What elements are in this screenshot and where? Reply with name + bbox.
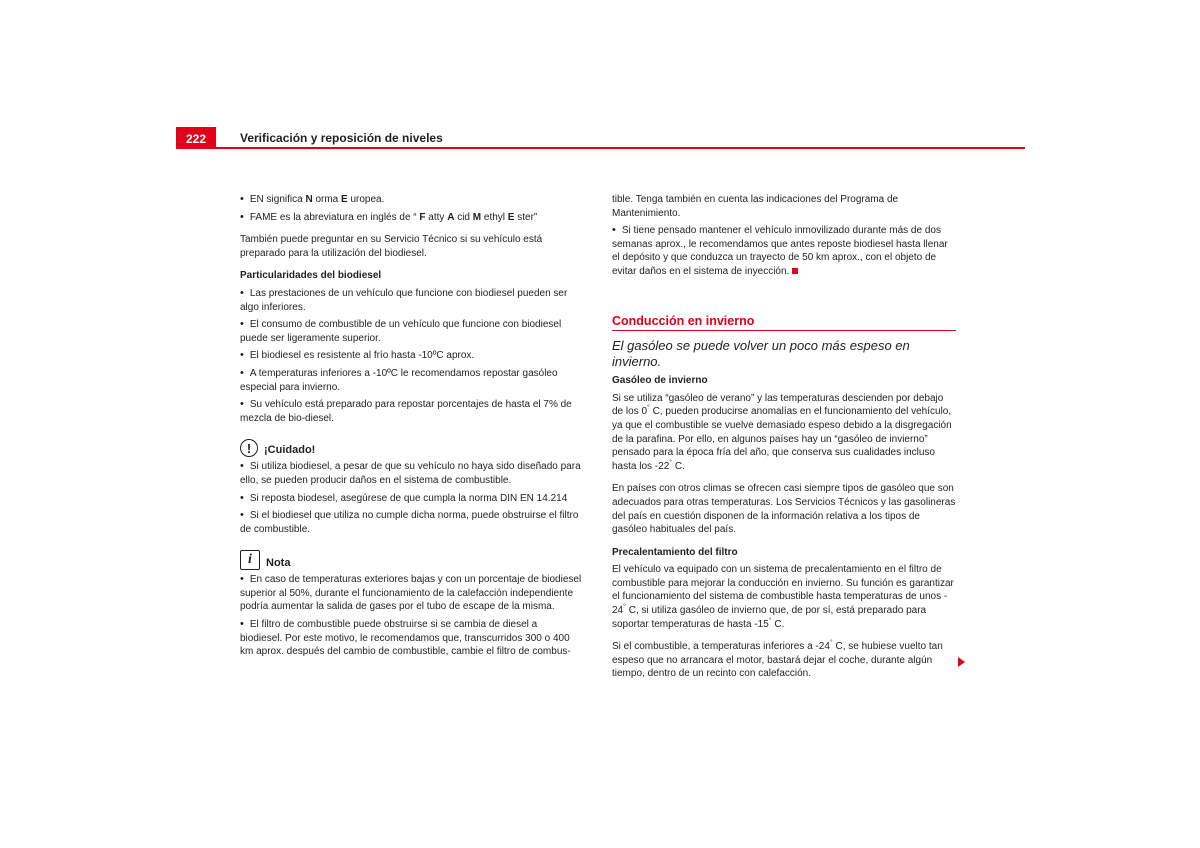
list-item: • Si reposta biodesel, asegúrese de que cumpla la norma DIN EN 14.214 bbox=[240, 491, 568, 504]
page-header-title: Verificación y reposición de niveles bbox=[240, 131, 443, 145]
list-item: • En caso de temperaturas exteriores bajas y con un porcentaje de biodiesel superior al 50%, durante el funcionamiento de la calefacción independiente podría aumentar la salida de gases por el tubo de escape de la misma. bbox=[240, 573, 582, 613]
info-icon: i bbox=[240, 550, 260, 570]
bullet-icon: • bbox=[240, 318, 244, 331]
bullet-icon: • bbox=[240, 193, 244, 205]
red-square-icon bbox=[792, 268, 798, 274]
paragraph-climas: En países con otros climas se ofrecen casi siempre tipos de gasóleo que son adecuados para otras temperaturas. Los Servicios Técnicos y las gasolineras del país en cuestión disponen de la información relativa a los tipos de gasóleo habituales del país. bbox=[612, 483, 956, 536]
paragraph-service: También puede preguntar en su Servicio Técnico si su vehículo está preparado para la utilización del biodiesel. bbox=[240, 234, 543, 259]
header-rule bbox=[216, 147, 1025, 149]
bullet-icon: • bbox=[240, 366, 244, 379]
warning-icon: ! bbox=[240, 439, 258, 457]
bullet-icon: • bbox=[240, 349, 244, 362]
list-item: • Si utiliza biodiesel, a pesar de que su vehículo no haya sido diseñado para ello, se pueden producir daños en el sistema de combustible. bbox=[240, 460, 581, 486]
list-item: • Su vehículo está preparado para repostar porcentajes de hasta el 7% de mezcla de bio-diesel. bbox=[240, 398, 572, 424]
bullet-icon: • bbox=[240, 618, 244, 631]
bullet-en: • EN significa N orma E uropea. bbox=[240, 193, 385, 205]
bullet-icon: • bbox=[240, 460, 244, 473]
right-column bbox=[612, 193, 956, 690]
paragraph-precalentamiento: El vehículo va equipado con un sistema de precalentamiento en el filtro de combustible para mejorar la conducción en invierno. Su función es garantizar el funcionamiento del sistema de combustible hasta temperaturas de unos - 24° C, si utiliza gasóleo de invierno que, de por sí, está preparado para soportar temperaturas de hasta -15° C. bbox=[612, 564, 954, 630]
bullet-icon: • bbox=[612, 224, 616, 237]
section-intro: El gasóleo se puede volver un poco más espeso en invierno. bbox=[612, 338, 910, 370]
list-item: • El biodiesel es resistente al frío hasta -10ºC aprox. bbox=[240, 349, 475, 362]
subhead-precalentamiento: Precalentamiento del filtro bbox=[612, 546, 738, 558]
note-header bbox=[240, 550, 582, 570]
paragraph-continuation: tible. Tenga también en cuenta las indicaciones del Programa de Mantenimiento. bbox=[612, 194, 899, 219]
bullet-icon: • bbox=[240, 398, 244, 411]
list-item: • Si el biodiesel que utiliza no cumple dicha norma, puede obstruirse el filtro de combustible. bbox=[240, 509, 579, 535]
next-page-arrow-icon bbox=[958, 657, 965, 667]
note-title: Nota bbox=[266, 557, 291, 570]
bullet-inactive: • Si tiene pensado mantener el vehículo inmovilizado durante más de dos semanas aprox., le recomendamos que antes reposte biodiesel hasta llenar el depósito y que conduzca un trayecto de 50 km aprox., con el objeto de evitar daños en el sistema de inyección. bbox=[612, 224, 948, 277]
page-number: 222 bbox=[176, 127, 216, 149]
list-item: • Las prestaciones de un vehículo que funcione con biodiesel pueden ser algo inferiores. bbox=[240, 286, 568, 313]
section-title: Conducción en invierno bbox=[612, 313, 755, 328]
bullet-icon: • bbox=[240, 286, 244, 299]
subhead-gasoleo: Gasóleo de invierno bbox=[612, 375, 708, 387]
warning-title: ¡Cuidado! bbox=[264, 444, 316, 457]
section-rule bbox=[612, 330, 956, 331]
list-item: • A temperaturas inferiores a -10ºC le recomendamos repostar gasóleo especial para invierno. bbox=[240, 366, 558, 393]
bullet-icon: • bbox=[240, 509, 244, 522]
bullet-fame: • FAME es la abreviatura en inglés de “ F atty A cid M ethyl E ster” bbox=[240, 210, 538, 223]
bullet-icon: • bbox=[240, 491, 244, 504]
paragraph-gasoleo: Si se utiliza “gasóleo de verano” y las temperaturas descienden por debajo de los 0° C, pueden producirse anomalías en el funcionamiento del vehículo, ya que el combustible se vuelve demasiado espeso debido a la disgregación de la parafina. Por ello, en algunos países hay un “gasóleo de invierno” pensado para la época fría del año, que conserva sus cualidades incluso hasta los -22° C. bbox=[612, 392, 952, 472]
left-column bbox=[240, 193, 582, 663]
list-item: • El consumo de combustible de un vehículo que funcione con biodiesel puede ser ligeramente superior. bbox=[240, 318, 562, 344]
bullet-icon: • bbox=[240, 573, 244, 586]
list-item: • El filtro de combustible puede obstruirse si se cambia de diesel a biodiesel. Por este motivo, le recomendamos que, transcurridos 300 o 400 km aprox. después del cambio de combustible, cambie el filtro de combus- bbox=[240, 618, 571, 658]
subhead-particularidades: Particularidades del biodiesel bbox=[240, 270, 382, 282]
paragraph-frozen: Si el combustible, a temperaturas inferiores a -24° C, se hubiese vuelto tan espeso que no arrancara el motor, bastará dejar el coche, durante algún tiempo, dentro de un recinto con calefacción. bbox=[612, 639, 943, 680]
bullet-icon: • bbox=[240, 210, 244, 223]
warning-header bbox=[240, 439, 582, 457]
